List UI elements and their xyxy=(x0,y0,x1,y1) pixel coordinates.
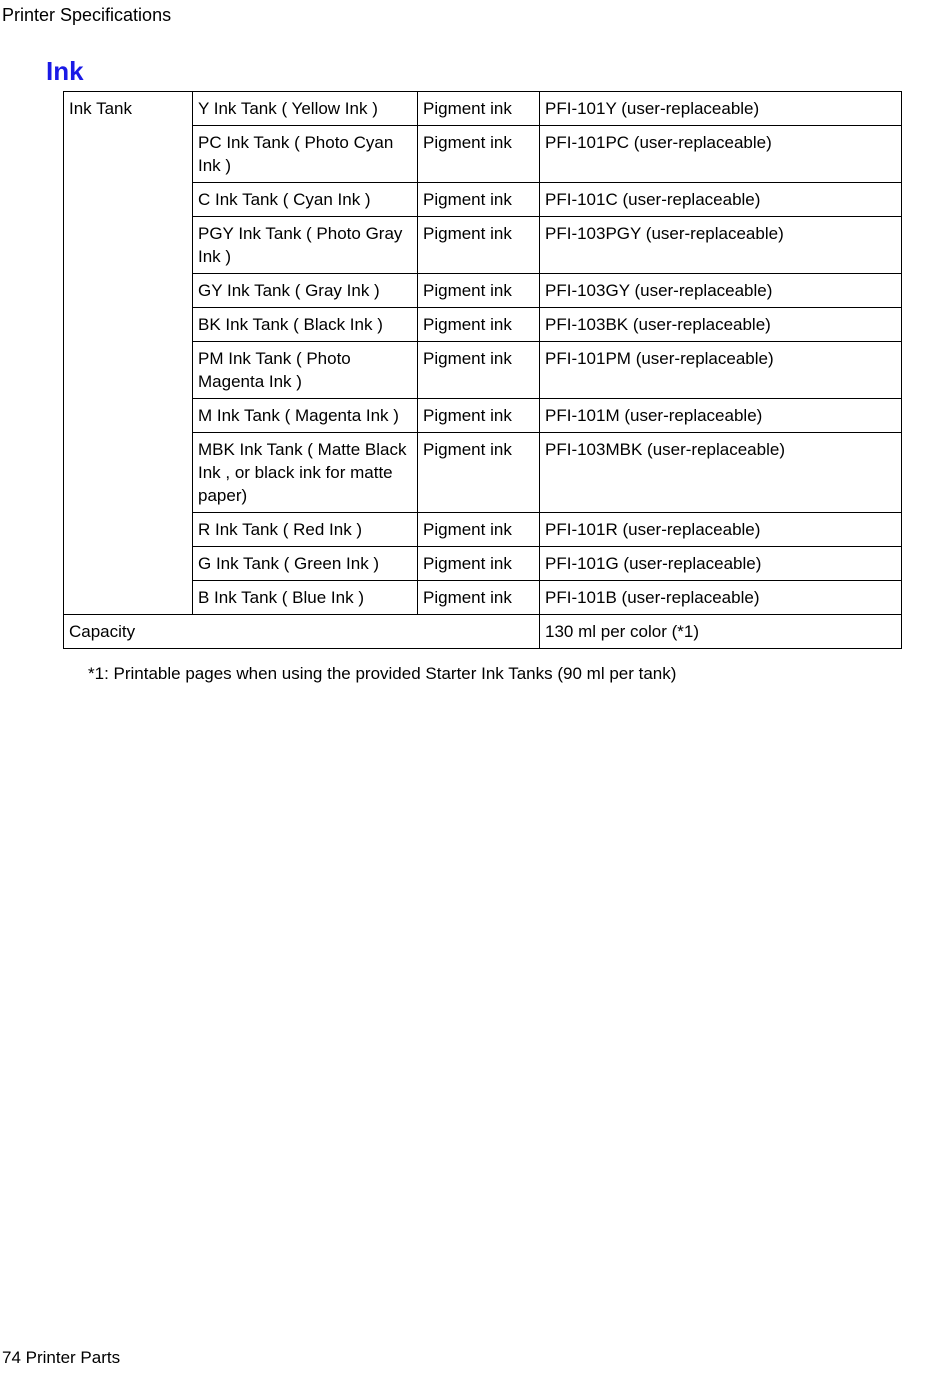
running-footer: 74 Printer Parts xyxy=(2,1348,121,1367)
ink-spec-table xyxy=(63,91,902,649)
model-cell: PFI-101R (user-replaceable) xyxy=(540,513,902,547)
capacity-row xyxy=(64,615,902,649)
model-cell: PFI-101Y (user-replaceable) xyxy=(540,92,902,126)
tank-name-cell: G Ink Tank ( Green Ink ) xyxy=(193,547,418,581)
tank-name-cell: R Ink Tank ( Red Ink ) xyxy=(193,513,418,547)
model-cell: PFI-101B (user-replaceable) xyxy=(540,581,902,615)
tank-name-cell: PGY Ink Tank ( Photo Gray Ink ) xyxy=(193,217,418,274)
tank-name-cell: PC Ink Tank ( Photo Cyan Ink ) xyxy=(193,126,418,183)
ink-type-cell: Pigment ink xyxy=(418,581,540,615)
table-row xyxy=(64,92,902,126)
running-header: Printer Specifications xyxy=(2,5,172,25)
ink-type-cell: Pigment ink xyxy=(418,308,540,342)
ink-type-cell: Pigment ink xyxy=(418,342,540,399)
model-cell: PFI-103MBK (user-replaceable) xyxy=(540,433,902,513)
ink-type-cell: Pigment ink xyxy=(418,513,540,547)
tank-name-cell: B Ink Tank ( Blue Ink ) xyxy=(193,581,418,615)
capacity-value: 130 ml per color (*1) xyxy=(540,615,902,649)
model-cell: PFI-103GY (user-replaceable) xyxy=(540,274,902,308)
tank-name-cell: PM Ink Tank ( Photo Magenta Ink ) xyxy=(193,342,418,399)
tank-name-cell: BK Ink Tank ( Black Ink ) xyxy=(193,308,418,342)
model-cell: PFI-103BK (user-replaceable) xyxy=(540,308,902,342)
ink-type-cell: Pigment ink xyxy=(418,274,540,308)
tank-name-cell: GY Ink Tank ( Gray Ink ) xyxy=(193,274,418,308)
tank-name-cell: MBK Ink Tank ( Matte Black Ink , or black ink for matte paper) xyxy=(193,433,418,513)
ink-type-cell: Pigment ink xyxy=(418,183,540,217)
ink-type-cell: Pigment ink xyxy=(418,399,540,433)
model-cell: PFI-101M (user-replaceable) xyxy=(540,399,902,433)
section-title: Ink xyxy=(46,56,84,86)
footnote: *1: Printable pages when using the provided Starter Ink Tanks (90 ml per tank) xyxy=(88,664,677,683)
tank-name-cell: C Ink Tank ( Cyan Ink ) xyxy=(193,183,418,217)
model-cell: PFI-101G (user-replaceable) xyxy=(540,547,902,581)
tank-name-cell: M Ink Tank ( Magenta Ink ) xyxy=(193,399,418,433)
capacity-label: Capacity xyxy=(64,615,540,649)
tank-name-cell: Y Ink Tank ( Yellow Ink ) xyxy=(193,92,418,126)
ink-type-cell: Pigment ink xyxy=(418,547,540,581)
ink-type-cell: Pigment ink xyxy=(418,126,540,183)
ink-type-cell: Pigment ink xyxy=(418,433,540,513)
model-cell: PFI-101PM (user-replaceable) xyxy=(540,342,902,399)
model-cell: PFI-103PGY (user-replaceable) xyxy=(540,217,902,274)
ink-type-cell: Pigment ink xyxy=(418,217,540,274)
model-cell: PFI-101C (user-replaceable) xyxy=(540,183,902,217)
ink-tank-group-label: Ink Tank xyxy=(64,92,193,615)
ink-type-cell: Pigment ink xyxy=(418,92,540,126)
model-cell: PFI-101PC (user-replaceable) xyxy=(540,126,902,183)
